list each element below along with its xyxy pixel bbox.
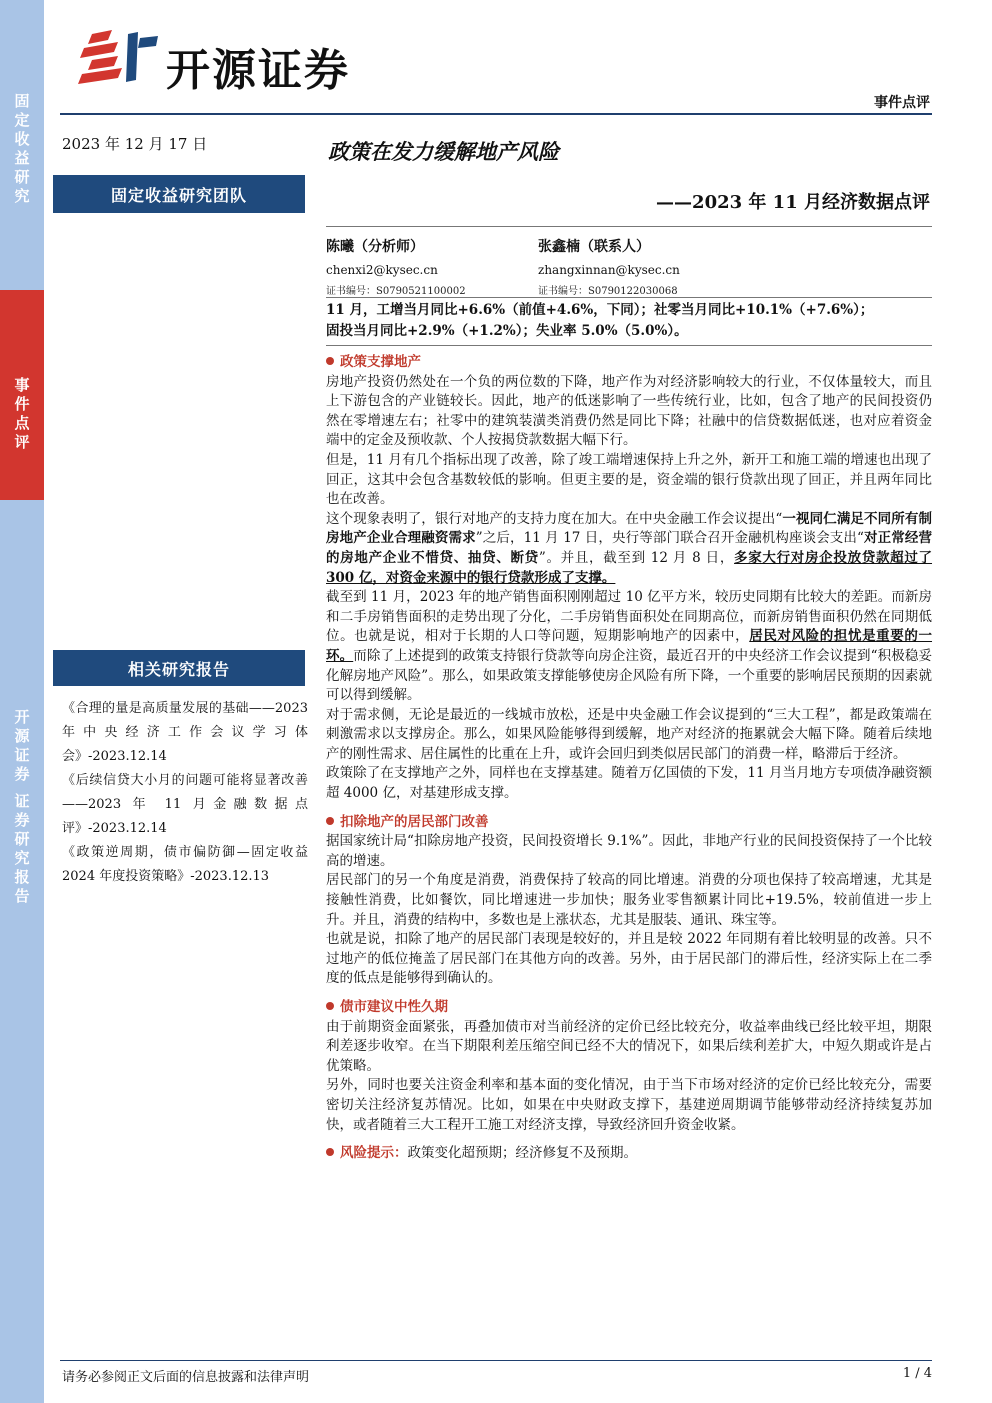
report-subtitle: ——2023 年 11 月经济数据点评 <box>656 192 930 213</box>
footer-disclaimer: 请务必参阅正文后面的信息披露和法律声明 <box>62 1370 310 1385</box>
paragraph: 房地产投资仍然处在一个负的两位数的下降，地产作为对经济影响较大的行业，不仅体量较大，而且上下游包含的产业链较长。因此，地产的低迷影响了一些传统行业，比如，包含了地产的民间投资仍然在零增速左右；社零中的建筑装潢类消费仍然是同比下降；社融中的信贷数据低迷，也对应着资金端中的定金及预收款、个人按揭贷款数据大幅下行。 <box>326 373 932 449</box>
related-report-item[interactable]: 《合理的量是高质量发展的基础——2023 年中央经济工作会议学习体会》-2023.12.14 <box>62 701 308 764</box>
section-heading: 政策支撑地产 <box>326 353 932 373</box>
title-divider <box>326 226 932 227</box>
main-content <box>326 353 932 1164</box>
bullet-icon <box>326 357 334 365</box>
author-cert: 证书编号：S0790122030068 <box>538 286 678 297</box>
paragraph: 据国家统计局“扣除房地产投资，民间投资增长 9.1%”。因此，非地产行业的民间投资保持了一个比较高的增速。 <box>326 833 932 869</box>
page-number: 1 / 4 <box>902 1366 932 1381</box>
bullet-icon <box>326 1002 334 1010</box>
paragraph: 也就是说，扣除了地产的居民部门表现是较好的，并且是较 2022 年同期有着比较明显的改善。只不过地产的低位掩盖了居民部门在其他方向的改善。另外，由于居民部门的滞后性，经济实际上在二季度的低点是能够得到确认的。 <box>326 931 932 987</box>
related-report-item[interactable]: 《政策逆周期，债市偏防御—固定收益 2024 年度投资策略》-2023.12.13 <box>62 845 308 884</box>
brand-logo <box>78 28 378 96</box>
risk-warning: 风险提示：政策变化超预期；经济修复不及预期。 <box>326 1144 932 1164</box>
author-block <box>538 236 758 297</box>
summary-divider <box>326 345 932 346</box>
summary-line: 固投当月同比+2.9%（+1.2%）；失业率 5.0%（5.0%）。 <box>326 323 688 339</box>
related-report-item[interactable]: 《后续信贷大小月的问题可能将显著改善——2023 年 11 月金融数据点评》-2023.12.14 <box>62 773 308 836</box>
footer <box>62 1366 932 1385</box>
author-name: 张鑫楠（联系人） <box>538 239 650 255</box>
author-email[interactable]: chenxi2@kysec.cn <box>326 263 438 277</box>
summary <box>326 300 932 342</box>
paragraph: 另外，同时也要关注资金利率和基本面的变化情况，由于当下市场对经济的定价已经比较充分，需要密切关注经济复苏情况。比如，如果在中央财政支撑下，基建逆周期调节能够带动经济持续复苏加快，或者随着三大工程开工施工对经济支撑，导致经济回升资金收紧。 <box>326 1077 932 1133</box>
paragraph: 对于需求侧，无论是最近的一线城市放松，还是中央金融工作会议提到的“三大工程”，都是政策端在刺激需求以支撑房企。那么，如果风险能够得到缓解，地产对经济的拖累就会大幅下降。随着后续地产的刚性需求、居住属性的比重在上升，或许会回归到类似居民部门的消费一样，略滞后于经济。 <box>326 706 932 762</box>
paragraph: 由于前期资金面紧张，再叠加债市对当前经济的定价已经比较充分，收益率曲线已经比较平坦，期限利差逐步收窄。在当下期限利差压缩空间已经不大的情况下，如果后续利差扩大，中短久期或许是占优策略。 <box>326 1018 932 1074</box>
sidebar-report-type: 事 件 点 评 <box>14 376 30 451</box>
section-heading: 债市建议中性久期 <box>326 998 932 1018</box>
paragraph: 居民部门的另一个角度是消费，消费保持了较高的同比增速。消费的分项也保持了较高增速，尤其是接触性消费，比如餐饮，同比增速进一步加快；服务业零售额累计同比+19.5%，较前值进一步上升。并且，消费的结构中，多数也是上涨状态，尤其是服装、通讯、珠宝等。 <box>326 872 932 928</box>
doc-type: 事件点评 <box>874 95 930 111</box>
author-email[interactable]: zhangxinnan@kysec.cn <box>538 263 680 277</box>
author-name: 陈曦（分析师） <box>326 239 424 255</box>
brand-name: 开源证券 <box>166 45 350 96</box>
author-block <box>326 236 526 297</box>
paragraph: 政策除了在支撑地产之外，同样也在支撑基建。随着万亿国债的下发，11 月当月地方专项债净融资额超 4000 亿，对基建形成支撑。 <box>326 765 932 802</box>
paragraph: 这个现象表明了，银行对地产的支持力度在加大。在中央金融工作会议提出“一视同仁满足不同所有制房地产企业合理融资需求”之后，11 月 17 日，央行等部门联合召开金融机构座谈会支出“对正常经营的房地产企业不惜贷、抽贷、断贷”。并且，截至到 12 月 8 日，多家大行对房企投放贷款超过了 300 亿，对资金来源中的银行贷款形成了支撑。 <box>326 510 933 586</box>
sidebar <box>0 0 44 1403</box>
bullet-icon <box>326 1148 334 1156</box>
logo-icon <box>78 28 164 88</box>
paragraph: 但是，11 月有几个指标出现了改善，除了竣工端增速保持上升之外，新开工和施工端的增速也出现了回正，这其中会包含基数较低的影响。但更主要的是，资金端的银行贷款出现了回正，并且两年同比也在改善。 <box>326 451 932 508</box>
related-reports-list <box>62 697 308 889</box>
header-rule <box>60 113 932 115</box>
sidebar-brand: 开 源 证 券 证 券 研 究 报 告 <box>14 708 30 905</box>
team-label: 固定收益研究团队 <box>53 175 305 213</box>
section-heading: 扣除地产的居民部门改善 <box>326 813 932 833</box>
report-date: 2023 年 12 月 17 日 <box>62 135 208 153</box>
footer-rule <box>60 1360 932 1361</box>
bullet-icon <box>326 817 334 825</box>
paragraph: 截至到 11 月，2023 年的地产销售面积刚刚超过 10 亿平方米，较历史同期有比较大的差距。而新房和二手房销售面积的走势出现了分化，二手房销售面积处在同期高位，而新房销售面积仍然在同期低位。也就是说，相对于长期的人口等问题，短期影响地产的因素中，居民对风险的担忧是重要的一环。而除了上述提到的政策支持银行贷款等向房企注资，最近召开的中央经济工作会议提到“积极稳妥化解房地产风险”。那么，如果政策支撑能够使房企风险有所下降，一个重要的影响居民预期的因素就可以得到缓解。 <box>326 589 933 704</box>
report-title: 政策在发力缓解地产风险 <box>328 139 559 164</box>
summary-line: 11 月，工增当月同比+6.6%（前值+4.6%，下同）；社零当月同比+10.1%（+7.6%）； <box>326 302 874 318</box>
sidebar-category: 固 定 收 益 研 究 <box>14 92 30 205</box>
author-cert: 证书编号：S0790521100002 <box>326 286 466 297</box>
related-reports-title: 相关研究报告 <box>53 650 305 686</box>
author-divider <box>326 297 932 298</box>
